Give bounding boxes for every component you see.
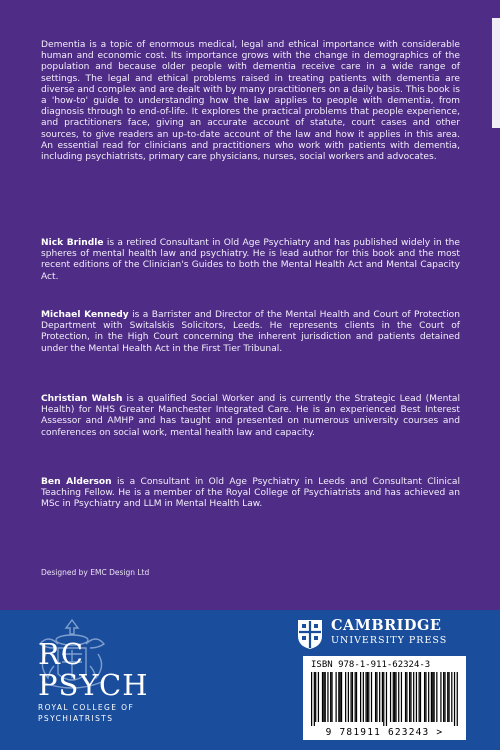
- edge-tab: [492, 18, 500, 128]
- book-blurb: Dementia is a topic of enormous medical, legal and ethical importance with considerable human and economic cost. Its importance grows with the change in demographics of the population and because older people with dementia receive care in a wide range of settings. The legal and ethical problems raised in treating patients with dementia are diverse and complex and are dealt with by many practitioners on a daily basis. This book is a 'how-to' guide to understanding how the law applies to people with dementia, from diagnosis through to end-of-life. It explores the practical problems that people experience, and practitioners face, giving an accurate account of statute, court cases and other sources, to give readers an up-to-date account of the law and how it applies in this area. An essential read for clinicians and practitioners who work with patients with dementia, including psychiatrists, primary care physicians, nurses, social workers and advocates.: [41, 40, 460, 163]
- barcode-bar: [394, 672, 395, 722]
- author-bio-ben-alderson: [41, 477, 460, 511]
- author-bio-text: is a qualified Social Worker and is currently the Strategic Lead (Mental Health) for NHS Greater Manchester Integrated Care. He is an experienced Best Interest Assessor and AMHP and has taught and presented on numerous university courses and conferences on social work, mental health law and capacity.: [41, 394, 460, 438]
- publisher-press: UNIVERSITY PRESS: [331, 635, 448, 646]
- barcode-bar: [371, 672, 372, 722]
- barcode-bar: [375, 672, 376, 722]
- author-name: Michael Kennedy: [41, 310, 129, 320]
- barcode-bar: [447, 672, 448, 722]
- barcode-bar: [314, 672, 315, 726]
- designer-credit: Designed by EMC Design Ltd: [41, 568, 150, 577]
- barcode-bar: [393, 672, 394, 722]
- barcode-bar: [454, 672, 455, 726]
- barcode-bar: [355, 672, 356, 722]
- barcode-bar: [382, 672, 383, 722]
- barcode-bar: [428, 672, 429, 722]
- barcode-bar: [340, 672, 341, 722]
- isbn-label: ISBN 978-1-911-62324-3: [311, 660, 431, 670]
- college-name-line-1: ROYAL COLLEGE OF: [38, 703, 135, 712]
- barcode-bar: [409, 672, 410, 722]
- barcode-bar: [434, 672, 435, 722]
- barcode-bar: [440, 672, 441, 722]
- author-bio-text: is a Consultant in Old Age Psychiatry in Leeds and Consultant Clinical Teaching Fellow. He is a member of the Royal College of Psychiatrists and has achieved an MSc in Psychiatry and LLM in Mental Health Law.: [41, 477, 460, 510]
- barcode-bar: [420, 672, 421, 722]
- barcode-bar: [331, 672, 332, 722]
- barcode-bar: [338, 672, 339, 722]
- barcode-bar: [318, 672, 319, 722]
- barcode-bar: [398, 672, 399, 722]
- barcode-bar: [315, 672, 316, 722]
- barcode-bar: [395, 672, 396, 722]
- barcode-bar: [386, 672, 387, 726]
- publisher-name: CAMBRIDGE: [331, 617, 442, 634]
- barcode-bar: [376, 672, 377, 722]
- barcode-bar: [368, 672, 369, 722]
- barcode-bar: [327, 672, 328, 722]
- barcode-bar: [436, 672, 437, 722]
- barcode-panel: [303, 656, 466, 740]
- barcode-bar: [401, 672, 402, 722]
- author-name: Ben Alderson: [41, 477, 112, 487]
- barcode-bar: [425, 672, 426, 722]
- barcode-bar: [457, 672, 458, 726]
- barcode-bar: [311, 672, 312, 726]
- barcode-icon: [311, 672, 458, 726]
- author-bio-text: is a Barrister and Director of the Mental Health and Court of Protection Department with Switalskis Solicitors, Leeds. He represents clients in the Court of Protection, in the High Court concerning the inherent jurisdiction and patients detained under the Mental Health Act in the First Tier Tribunal.: [41, 310, 460, 354]
- barcode-bar: [325, 672, 326, 722]
- barcode-bar: [352, 672, 353, 722]
- barcode-bar: [451, 672, 452, 722]
- author-name: Christian Walsh: [41, 394, 123, 404]
- barcode-bar: [443, 672, 444, 722]
- barcode-bar: [322, 672, 323, 722]
- college-name-line-2: PSYCHIATRISTS: [38, 714, 114, 723]
- barcode-bar: [448, 672, 449, 722]
- barcode-bar: [390, 672, 391, 722]
- barcode-bar: [367, 672, 368, 722]
- barcode-bar: [341, 672, 342, 722]
- barcode-bar: [444, 672, 445, 722]
- barcode-bar: [406, 672, 407, 722]
- author-bio-text: is a retired Consultant in Old Age Psychiatry and has published widely in the spheres of mental health law and psychiatry. He is lead author for this book and the most recent editions of the Clinician's Guides to both the Mental Health Act and Mental Capacity Act.: [41, 238, 460, 282]
- author-bio-michael-kennedy: [41, 310, 460, 355]
- barcode-digits: 9 781911 623243 >: [325, 727, 444, 738]
- barcode-bar: [383, 672, 384, 726]
- barcode-bar: [350, 672, 351, 722]
- author-bio-nick-brindle: [41, 238, 460, 283]
- barcode-bar: [330, 672, 331, 722]
- author-name: Nick Brindle: [41, 238, 104, 248]
- psych-wordmark: PSYCH: [38, 668, 149, 702]
- barcode-bar: [410, 672, 411, 722]
- barcode-bar: [365, 672, 366, 722]
- barcode-bar: [431, 672, 432, 722]
- barcode-bar: [360, 672, 361, 722]
- barcode-bar: [413, 672, 414, 722]
- barcode-bar: [405, 672, 406, 722]
- barcode-bar: [416, 672, 417, 722]
- barcode-bar: [323, 672, 324, 722]
- rc-wordmark: RC: [38, 637, 85, 671]
- barcode-bar: [356, 672, 357, 722]
- barcode-bar: [363, 672, 364, 722]
- author-bio-christian-walsh: [41, 394, 460, 439]
- barcode-bar: [345, 672, 346, 722]
- barcode-bar: [379, 672, 380, 722]
- barcode-bar: [348, 672, 349, 722]
- barcode-bar: [424, 672, 425, 722]
- barcode-bar: [336, 672, 337, 722]
- barcode-bar: [419, 672, 420, 722]
- barcode-bar: [432, 672, 433, 722]
- cambridge-shield-icon: [296, 618, 324, 650]
